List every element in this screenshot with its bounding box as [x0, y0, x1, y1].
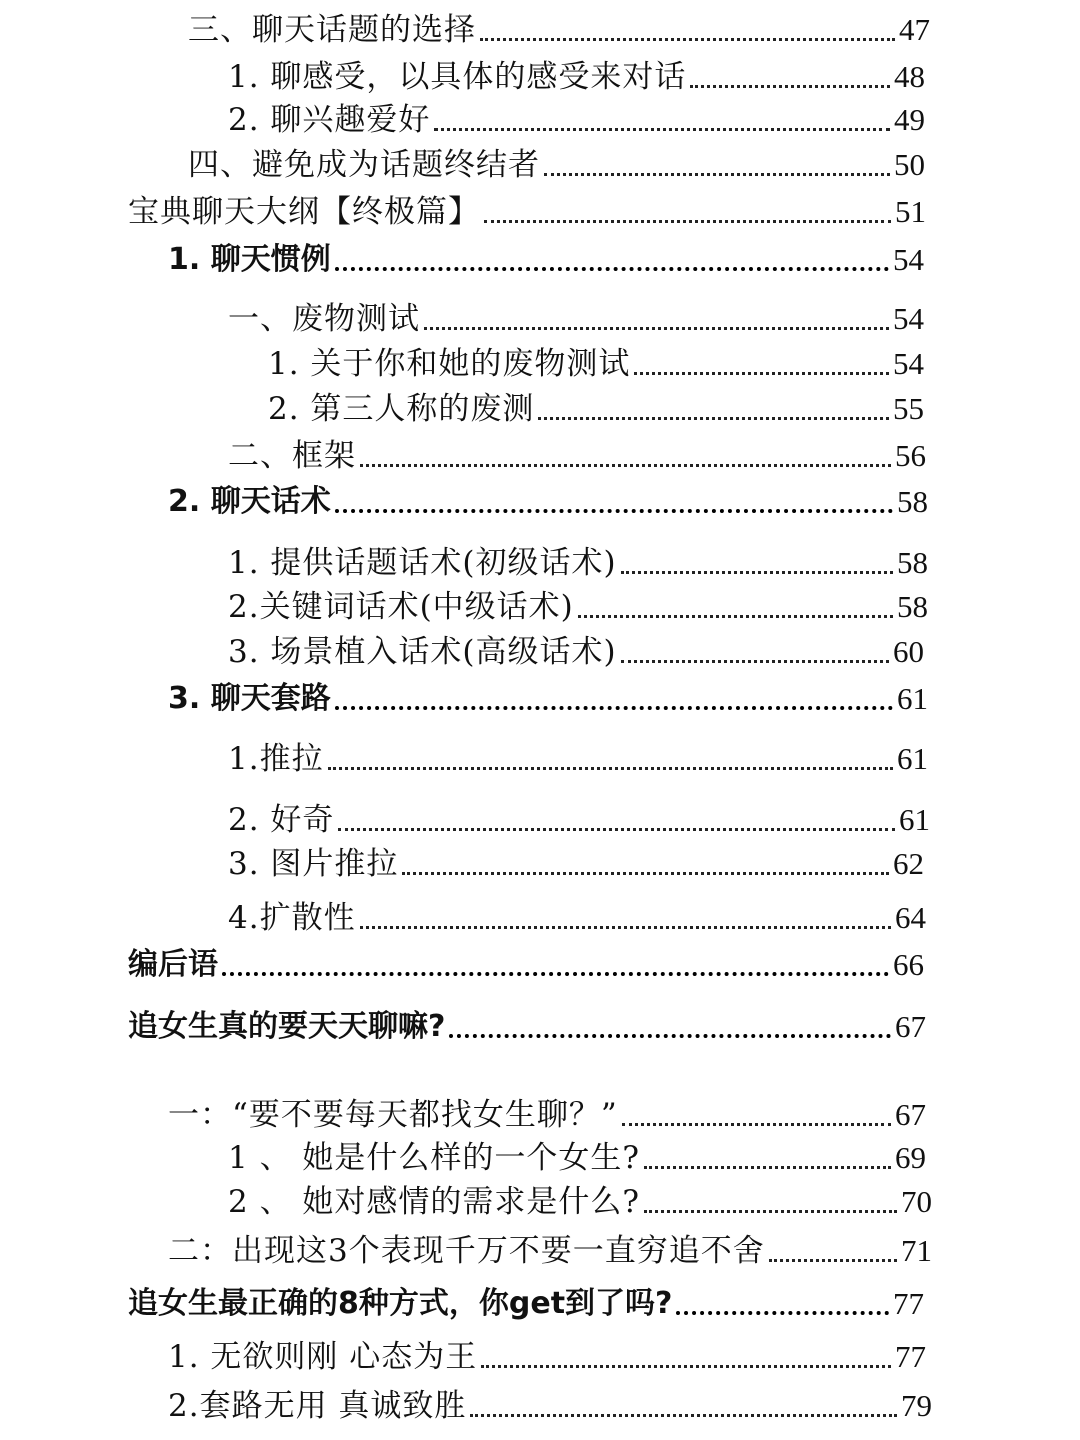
toc-chapter-entry [168, 482, 928, 522]
toc-entry-page: 66 [893, 947, 924, 982]
toc-entry [268, 344, 924, 384]
toc-entry-title: 2. 好奇 [228, 802, 335, 838]
toc-entry-page: 54 [893, 346, 924, 381]
dot-leader [621, 660, 889, 663]
toc-entry [228, 739, 928, 779]
toc-entry-page: 49 [894, 102, 925, 137]
toc-entry-title: 2.关键词话术(中级话术) [228, 589, 574, 625]
dot-leader [481, 1365, 891, 1368]
toc-entry [268, 389, 924, 429]
dot-leader [544, 173, 890, 176]
toc-entry-title: 宝典聊天大纲【终极篇】 [128, 194, 480, 230]
toc-entry-page: 48 [894, 59, 925, 94]
toc-entry [228, 1182, 932, 1222]
toc-entry-page: 47 [899, 12, 930, 47]
toc-entry-title: 1 、 她是什么样的一个女生? [228, 1140, 641, 1176]
toc-entry-title: 追女生最正确的8种方式，你get到了吗? [128, 1286, 673, 1321]
toc-entry-page: 61 [897, 741, 928, 776]
toc-entry-page: 58 [897, 545, 928, 580]
dot-leader [335, 267, 889, 271]
toc-entry-title: 1. 提供话题话术(初级话术) [228, 545, 617, 581]
toc-entry-title: 二：出现这3个表现千万不要一直穷追不舍 [168, 1233, 765, 1269]
toc-entry [228, 100, 925, 140]
dot-leader [402, 872, 889, 875]
toc-entry-title: 2. 第三人称的废测 [268, 391, 535, 427]
toc-entry [168, 1095, 926, 1135]
toc-entry-title: 3. 聊天套路 [168, 681, 331, 716]
toc-entry [128, 192, 926, 232]
dot-leader [222, 972, 889, 976]
toc-entry [228, 436, 926, 476]
toc-entry-title: 三、聊天话题的选择 [188, 12, 476, 48]
toc-entry-title: 2. 聊天话术 [168, 484, 331, 519]
dot-leader [360, 926, 891, 929]
dot-leader [434, 128, 890, 131]
toc-entry-page: 51 [895, 194, 926, 229]
toc-entry-page: 79 [901, 1388, 932, 1423]
toc-entry [228, 898, 926, 938]
toc-entry-page: 58 [897, 589, 928, 624]
toc-entry-title: 4.扩散性 [228, 900, 356, 936]
dot-leader [769, 1259, 897, 1262]
dot-leader [470, 1414, 897, 1417]
toc-entry-page: 62 [893, 846, 924, 881]
dot-leader [578, 615, 893, 618]
toc-entry-title: 2.套路无用 真诚致胜 [168, 1388, 467, 1424]
toc-entry [228, 632, 924, 672]
dot-leader [622, 1123, 891, 1126]
toc-entry-title: 3. 图片推拉 [228, 846, 399, 882]
dot-leader [644, 1210, 897, 1213]
dot-leader [538, 417, 889, 420]
toc-chapter-entry [128, 1284, 924, 1324]
toc-chapter-entry [128, 1007, 926, 1047]
toc-entry-page: 58 [897, 484, 928, 519]
dot-leader [360, 464, 891, 467]
toc-entry-title: 编后语 [128, 947, 218, 982]
toc-entry-title: 3. 场景植入话术(高级话术) [228, 634, 617, 670]
toc-entry-page: 61 [897, 681, 928, 716]
toc-entry [228, 543, 928, 583]
toc-entry-page: 70 [901, 1184, 932, 1219]
dot-leader [335, 509, 893, 513]
dot-leader [484, 220, 891, 223]
toc-entry-title: 四、避免成为话题终结者 [188, 147, 540, 183]
toc-entry-page: 56 [895, 438, 926, 473]
toc-entry [228, 844, 924, 884]
toc-entry-page: 50 [894, 147, 925, 182]
toc-entry-page: 64 [895, 900, 926, 935]
toc-entry [228, 299, 924, 339]
toc-chapter-entry [128, 945, 924, 985]
toc-entry [228, 587, 928, 627]
toc-entry [228, 1138, 926, 1178]
toc-entry [188, 145, 925, 185]
dot-leader [449, 1034, 891, 1038]
dot-leader [335, 706, 893, 710]
toc-entry-page: 60 [893, 634, 924, 669]
toc-entry-page: 61 [899, 802, 930, 837]
toc-entry-title: 2. 聊兴趣爱好 [228, 102, 431, 138]
toc-entry-title: 1. 关于你和她的废物测试 [268, 346, 631, 382]
dot-leader [480, 38, 895, 41]
toc-entry [168, 1231, 932, 1271]
dot-leader [634, 372, 889, 375]
toc-entry-title: 追女生真的要天天聊嘛? [128, 1009, 446, 1044]
toc-entry-title: 一、废物测试 [228, 301, 420, 337]
toc-entry-title: 1.推拉 [228, 741, 324, 777]
toc-entry [188, 10, 930, 50]
toc-entry-page: 71 [901, 1233, 932, 1268]
dot-leader [676, 1311, 889, 1315]
dot-leader [338, 828, 895, 831]
dot-leader [644, 1166, 891, 1169]
dot-leader [328, 767, 893, 770]
toc-entry-page: 55 [893, 391, 924, 426]
toc-entry [168, 1337, 926, 1377]
toc-entry-title: 1. 聊感受，以具体的感受来对话 [228, 59, 687, 95]
toc-entry-page: 77 [893, 1286, 924, 1321]
dot-leader [424, 327, 889, 330]
toc-entry-title: 2 、 她对感情的需求是什么? [228, 1184, 641, 1220]
toc-chapter-entry [168, 240, 924, 280]
dot-leader [690, 85, 890, 88]
toc-entry-page: 77 [895, 1339, 926, 1374]
toc-entry-page: 67 [895, 1097, 926, 1132]
toc-entry-title: 二、框架 [228, 438, 356, 474]
toc-entry-title: 1. 聊天惯例 [168, 242, 331, 277]
toc-entry [228, 800, 930, 840]
toc-entry-page: 67 [895, 1009, 926, 1044]
toc-entry-title: 一：“要不要每天都找女生聊？” [168, 1097, 618, 1133]
toc-entry-page: 54 [893, 301, 924, 336]
toc-entry-title: 1. 无欲则刚 心态为王 [168, 1339, 478, 1375]
toc-entry-page: 54 [893, 242, 924, 277]
toc-entry [168, 1386, 932, 1426]
dot-leader [621, 571, 893, 574]
toc-entry-page: 69 [895, 1140, 926, 1175]
toc-entry [228, 57, 925, 97]
toc-chapter-entry [168, 679, 928, 719]
